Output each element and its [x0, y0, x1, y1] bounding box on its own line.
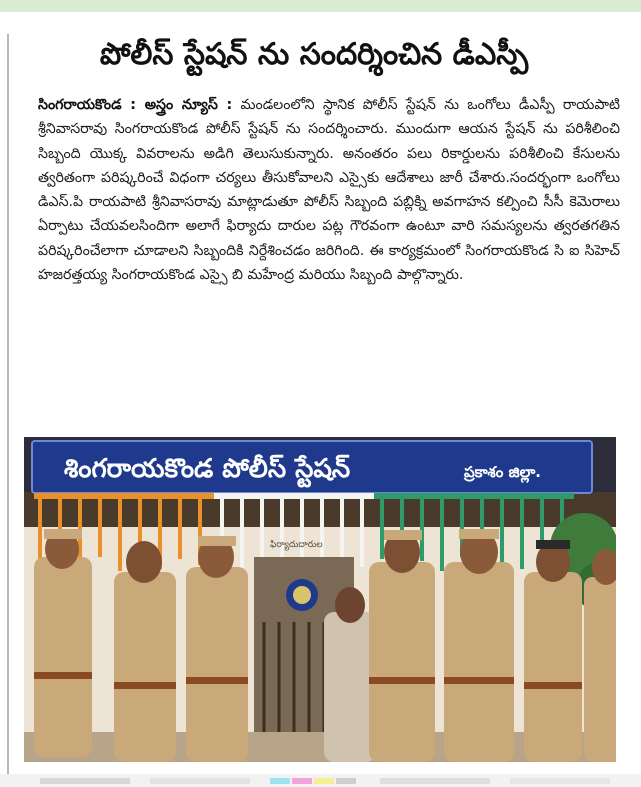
- print-color-strip: [0, 774, 641, 787]
- signboard-text: శింగరాయకొండ పోలీస్ స్టేషన్: [64, 454, 351, 484]
- top-color-band: [0, 0, 641, 12]
- news-photo: [24, 437, 616, 762]
- police-emblem-center: [293, 586, 311, 604]
- article-headline: పోలీస్ స్టేషన్ ను సందర్శించిన డీఎస్పీ: [99, 37, 529, 72]
- article-body: [38, 93, 620, 287]
- door-label: ఫిర్యాదుదారుల: [270, 540, 323, 550]
- article-text: మండలంలోని స్థానిక పోలీస్ స్టేషన్ ను ఒంగోలు డీఎస్పీ రాయపాటి శ్రీనివాసరావు సింగరాయకొండ పోలీస్ స్టేషన్ ను సందర్శించారు. ముందుగా ఆయన స్టేషన్ ను పరిశీలించి సిబ్బంది యొక్క వివరాలను అడిగి తెలుసుకున్నారు. అనంతరం పలు రికార్డులను పరిశీలించి కేసులను త్వరితంగా పరిష్కరించే విధంగా చర్యలు తీసుకోవాలని ఎస్సైకు ఆదేశాలు జారీ చేశారు.సందర్భంగా ఒంగోలు డిఎస్.పి రాయపాటి శ్రీనివాసరావు మాట్లాడుతూ పోలీస్ సిబ్బంది పబ్లిక్ని అవగాహన కల్పించి సీసీ కెమెరాలు ఏర్పాటు చేయవలసిందిగా అలాగే ఫిర్యాదు దారుల పట్ల గౌరవంగా ఉంటూ వారి సమస్యలను త్వరతగతిన పరిష్కరించేలాగా చూడాలని సిబ్బందికి నిర్దేశించడం జరిగింది. ఈ కార్యక్రమంలో సింగరాయకొండ సి ఐ సిహెచ్ హజరత్తయ్య సింగరాయకొండ ఎస్సై బి మహేంద్ర మరియు సిబ్బంది పాల్గొన్నారు.: [38, 97, 621, 284]
- photo-illustration: [24, 437, 616, 762]
- article-dateline: సింగరాయకొండ : అస్త్రం న్యూస్ :: [38, 97, 233, 113]
- signboard-district: ప్రకాశం జిల్లా.: [464, 463, 541, 481]
- column-rule: [7, 34, 9, 774]
